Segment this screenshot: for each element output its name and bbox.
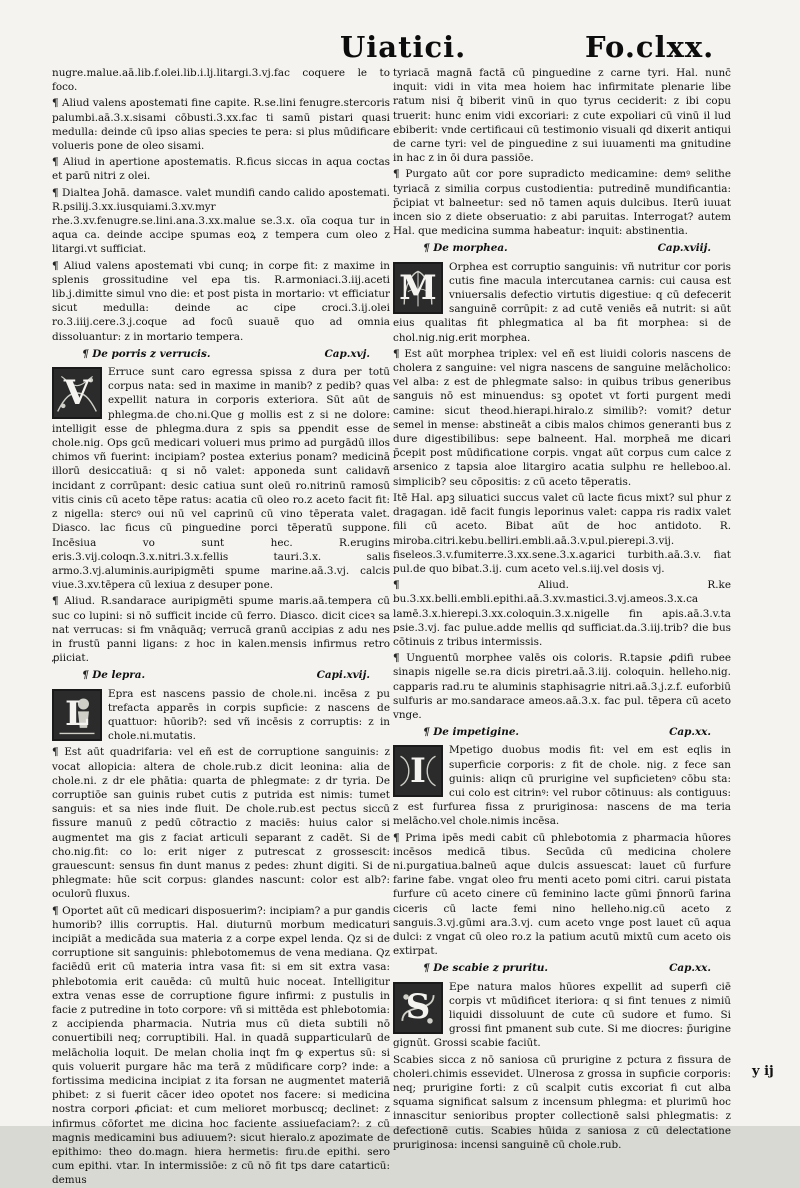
chapter-body xyxy=(393,743,731,830)
chapter-title xyxy=(52,347,210,361)
chapter-title-text: De lepra. xyxy=(92,669,146,682)
chapter-number: Cap.xviij. xyxy=(657,242,711,255)
paragraph-text: nugre.malue.aā.lib.f.olei.lib.i.lj.litargi.3.vj.fac coquere le to foco. xyxy=(52,67,390,94)
paragraph xyxy=(52,594,390,665)
drop-cap-letter: S xyxy=(405,987,431,1028)
running-head-right-folio: Fo.clxx. xyxy=(585,30,715,64)
paragraph-text: Est aūt quadrifaria: vel eñ est de corruptione sanguinis: z vocat allopicia: altera de chole.rub.z dicit leonina: alia de chole.ni. z dr ele phātia: quarta de phlegmate: z dr tyria. De corruptiōe san guinis rubet cutis z putrida est nimis: tumet sanguis: et sa nies inde fluit. De chole.rub.est pectus siccū fissure manuū z pedū cōtractio z maciēs: huius calor si augmentet ma gis z faciat articuli separant z cadēt. Si de cho.nig.fit: co lo: erit niger z putrescat z grossescit: grauescunt: sensus fin dunt manus z pedes: zhunt digiti. Si de phlegmate: hūe scit corpus: glandes nascunt: color est alb?: oculorū fluxus. xyxy=(52,746,391,901)
drop-cap-letter: V xyxy=(63,372,91,413)
pilcrow-icon: ¶ xyxy=(82,347,89,360)
running-head-left: Uiatici. xyxy=(340,30,467,64)
chapter-title-text: De porris z verrucis. xyxy=(92,347,211,360)
paragraph-text: Aliud. R.ke bu.3.xx.belli.embli.epithi.aā.3.xv.mastici.3.vj.ameos.3.x.ca lamē.3.x.hierepi.3.xx.coloquin.3.x.nigelle fin apis.aā.3.v.ta psie.3.vj. fac pulue.adde mellis qd sufficiat.da.3.iij.trib? die bus cōtinuis z tribus intermissis. xyxy=(393,579,731,648)
chapter-heading xyxy=(52,668,390,682)
pilcrow-icon: ¶ xyxy=(393,347,400,360)
chapter-body xyxy=(52,365,390,594)
pilcrow-icon: ¶ xyxy=(423,242,430,255)
paragraph xyxy=(52,66,390,94)
running-head xyxy=(0,30,800,70)
paragraph-text: tyriacā magnā factā cū pinguedine z carne tyri. Hal. nunc̄ inquit: vidi in vita mea hoiem hac infirmitate plenarie libe ratum nisi q̄ biberit vinū in quo tyrus ceciderit: z ibi copu truerit: hunc enim vidi excoriari: z cute expoliari cū vinū il lud ebiberit: vnde certificaui cū testimonio visuali qd dixerit antiqui de carne tyri: vel de pinguedine z sui iuuamenti ma gnitudine in hac z in ōi dura passiōe. xyxy=(393,67,731,165)
pilcrow-icon: ¶ xyxy=(52,186,59,199)
chapter-title xyxy=(52,668,145,682)
chapter-number: Cap.xvj. xyxy=(324,347,370,360)
pilcrow-icon: ¶ xyxy=(82,669,89,682)
paragraph xyxy=(393,743,731,828)
paragraph-text: Epra est nascens passio de chole.ni. incēsa z pu trefacta apparēs in corpis supficie: z nascens de quattuor: hūorib?: sed vñ incēsis z corruptis: z in chole.ni.mutatis. xyxy=(108,687,390,743)
pilcrow-icon: ¶ xyxy=(393,652,400,665)
chapter-heading xyxy=(393,241,731,255)
paragraph xyxy=(52,904,390,1188)
signature-mark: y ij xyxy=(752,1064,774,1079)
paragraph-text: Diasco. lac ficus cū pinguedine porci tēperatū suppone. Incēsiua vo sunt hec. R.erugins eris.3.vij.coloqn.3.x.nitri.3.x.fellis tauri.3.x. salis armo.3.vj.aluminis.auripigmēti spume marine.aā.3.vj. calcis viue.3.xv.tēpera cū lexiua z desuper pone. xyxy=(52,522,390,592)
paragraph xyxy=(393,167,731,238)
paragraph xyxy=(393,491,731,576)
paragraph-text: Unguentū morphee valēs ois coloris. R.tapsie ꝓdifi rubee sinapis nigelle se.ra dicis piretri.aā.3.iij. coloquin. helleho.nig. capparis rad.ru te aluminis staphisagrie nitri.aā.3.j.z.f. euforbiū sulfuris ar mo.sandarace ameos.aā.3.x. fac pul. tēpera cū aceto vnge. xyxy=(393,652,731,721)
paragraph xyxy=(393,347,731,489)
paragraph-text: Aliud valens apostemati fine capite. R.se.lini fenugre.stercoris palumbi.aā.3.x.sisami cōbusti.3.xx.fac ti samū pistari quasi medulla: deinde cū ipso alias species te pera: si plus mūdificare volueris pone de oleo sisami. xyxy=(52,97,390,153)
paragraph-text: Erruce sunt caro egressa spissa z dura per totū corpus nata: sed in maxime in manib? z pedib? quas expellit natura in corporis exteriora. Sūt aūt de phlegma.de cho.ni.Que g mollis est z si ne dolore: intelligit esse de phlegma.dura z spis sa ꝑpendit esse de chole.nig. Ops gcū medicari volueri mus primo ad purgādū illos chimos vñ fuerint: incipiam? postea exterius ponam? medicinā illorū desiccatiuā: q si nō valet: apponeda sunt calidavñ incidant z corrūpant: desic catiua sunt oleū ro.nitrinū ramosū vitis cinis cū aceto tēpe ratus: acatia cū oleo ro.z aceto facit fit: z nigella: stercꝰ oui nū vel caprinū cū vino tēperata valet. xyxy=(52,366,390,521)
paragraph-text: Itē Hal. apꝫ siluatici succus valet cū lacte ficus mixt? sul phur z dragagan. idē facit fungis leporinus valet: cappa ris radix valet fili cū aceto. Bibat aūt de hoc antidoto. R. miroba.citri.kebu.belliri.embli.aā.3.v.pul.pierepi.3.vij. fiseleos.3.v.fumiterre.3.xx.sene.3.x.agarici turbith.aā.3.v. fiat pul.de quo bibat.3.ij. cum aceto vel.s.iij.vel dosis vj. xyxy=(393,491,731,575)
paragraph-text: Est aūt morphea triplex: vel eñ est liuidi coloris nascens de cholera z sanguine: vel nigra nascens de sanguine melācholico: vel alba: z est de phlegmate salso: in quibus tribus generibus sanguis nō est minuendus: sꝫ opotet vt forti purgent medi camine: sicut theod.hierapi.hiralo.z similib?: vomit? detur semel in mense: abstineāt a cibis malos chimos generanti bus z dure digestibilibus: sepe balneent. Hal. morpheā me dicari p̄cepit post mūdificatione corpis. vngat aūt corpus cum calce z arsenico z tapsia aloe litargiro acatia sulphu re helleboo.al. simplicib? seu cōpositis: z cū aceto tēperatis. xyxy=(393,347,731,488)
paragraph xyxy=(393,66,731,165)
chapter-body xyxy=(52,687,390,746)
paragraph xyxy=(393,980,731,1051)
pilcrow-icon: ¶ xyxy=(393,579,400,592)
paragraph-text: Aliud in apertione apostematis. R.ficus siccas in aqua coctas et parū nitri z olei. xyxy=(52,156,390,183)
paragraph xyxy=(52,365,390,592)
pilcrow-icon: ¶ xyxy=(52,259,59,272)
pilcrow-icon: ¶ xyxy=(52,595,59,608)
chapter-title xyxy=(393,961,548,975)
pilcrow-icon: ¶ xyxy=(393,168,400,181)
drop-cap-letter: M xyxy=(399,267,437,308)
paragraph xyxy=(52,745,390,901)
paragraph xyxy=(52,96,390,153)
paragraph-text: Aliud. R.sandarace auripigmēti spume maris.aā.tempera cū suc co lupini: si nō sufficit incide cū ferro. Diasco. dicit ciceꝛ sa nat verrucas: si fm vnāquāq; verrucā granū accipias z adu nes in frustū panni ligans: z hoc in kalen.mensis infirmus retro ꝓiiciat. xyxy=(52,595,390,665)
chapter-title xyxy=(393,725,519,739)
paragraph-text: Orphea est corruptio sanguinis: vñ nutritur cor poris cutis fine macula intercutanea carnis: cui causa est vniuersalis defectio virtutis digestiue: q cū defecerit sanguinē corrūpit: z ad cutē veniēs eā nutrit: si aūt eius qualitas fit phlegmatica al ba fit morphea: si de chol.nig.nig.erit morphea. xyxy=(393,260,731,344)
paragraph-text: Scabies sicca z nō saniosa cū prurigine z pctura z fissura de choleri.chimis essevidet. Ulnerosa z grossa in supficie corporis: neq; prurigine forti: z cū scalpit cutis excoriat fi cut alba squama significat salsum z incensum phlegma: et plurimū hoc innascitur senioribus propter collectionē salsi phlegmatis: z defectionē cutis. Scabies hūida z saniosa z cū delectatione pruriginosa: incensi sanguinē cū chole.rub. xyxy=(393,1053,731,1151)
paragraph xyxy=(393,651,731,722)
paragraph-text: Mpetigo duobus modis fit: vel em est eqlis in superficie corporis: z fit de chole. nig. z fece san guinis: aliqn cū prurigine vel supficietenꝰ cōbu sta: cui colo est citrinꝰ: vel rubor cōtinuus: als contiguus: z est furfurea fissa z pruriginosa: nascens de ma teria melācho.vel chole.nimis incēsa. xyxy=(393,744,731,828)
decorated-initial xyxy=(52,367,102,419)
decorated-initial xyxy=(52,689,102,741)
chapter-body xyxy=(393,980,731,1053)
chapter-number: Capi.xvij. xyxy=(316,669,370,682)
pilcrow-icon: ¶ xyxy=(52,97,59,110)
decorated-initial xyxy=(393,745,443,797)
paragraph xyxy=(52,186,390,257)
pilcrow-icon: ¶ xyxy=(52,156,59,169)
chapter-body xyxy=(393,260,731,347)
pilcrow-icon: ¶ xyxy=(393,831,400,844)
chapter-title xyxy=(393,241,508,255)
pilcrow-icon: ¶ xyxy=(423,726,430,739)
decorated-initial xyxy=(393,262,443,314)
paragraph-text: Oportet aūt cū medicari disposuerim?: incipiam? a pur gandis humorib? illis corruptis. Hal. diuturnū morbum medicaturi incipiāt a medicāda sua materia z a corpe expel lenda. Qz si de corruptione sit sanguinis: phlebotomemus de vena mediana. Qz faciēdū erit cū materia intra vasa fit: si em sit extra vasa: phlebotomia erit cauēda: cū multū huic noceat. Intelligitur extra venas esse de corruptione figure infirmi: z pustulis in facie z putredine in toto corpore: vñ si mittēda est phlebotomia: z accipienda pharmacia. Nutria mus cū dieta subtili nō conuertibili neq; corruptibili. Hal. in quadā suꝑparticularū de melācholia loquit. De melan cholia inqt fm ꝙ expertus sū: si quis voluerit purgare hāc ma terā z mūdificare corp? inde: a fortissima medicina incipiat z ita forsan ne augmentet materiā phibet: z si fuerit cācer ideo opotet nos facere: si medicina nostra corpori ꝓficiat: et cum melioret morbuscq; declinet: z infirmus cōfortet me dicina hoc faciente assiuefaciam?: z cū magnis medicamini bus adiuuem?: sicut hieralo.z apozimate de epithimo: theo do.magn. hiera hermetis: firu.de epithi. sero cum epithi. vtar. In intermissiōe: z cū nō fit tps dare catarticū: demus xyxy=(52,904,390,1187)
chapter-title-text: De morphea. xyxy=(433,242,508,255)
paragraph xyxy=(393,831,731,959)
decorated-initial xyxy=(393,982,443,1034)
chapter-heading xyxy=(52,347,390,361)
drop-cap-letter: I xyxy=(410,751,426,792)
chapter-title-text: De scabie z pruritu. xyxy=(433,962,549,975)
paragraph xyxy=(52,259,390,344)
paragraph-text: Epe natura malos hūores expellit ad superfi ciē corpis vt mūdificet iteriora: q si fint tenues z nimiū liquidi dissoluunt de cute cū sudore et fumo. Si grossi fint pmanent sub cute. Si me diocres: p̄urigine gignūt. Grossi scabie faciūt. xyxy=(393,980,731,1050)
paragraph-text: Purgato aūt cor pore supradicto medicamine: demꝰ selithe tyriacā z similia corpus custodientia: putredinē mundificantia: p̄cipiat vt balneetur: sed nō tamen aquis dulcibus. Iterū iuuat incen sio z diete obseruatio: z abi paruitas. Interrogat? autem Hal. que medicina summa habeatur: inquit: abstinentia. xyxy=(393,168,731,238)
chapter-heading xyxy=(393,725,731,739)
paragraph xyxy=(52,687,390,744)
chapter-heading xyxy=(393,961,731,975)
paragraph xyxy=(393,260,731,345)
pilcrow-icon: ¶ xyxy=(423,962,430,975)
drop-cap-letter: L xyxy=(65,694,89,735)
pilcrow-icon: ¶ xyxy=(52,746,59,759)
chapter-number: Cap.xx. xyxy=(669,962,711,975)
paragraph xyxy=(393,1053,731,1152)
paragraph xyxy=(393,578,731,649)
chapter-title-text: De impetigine. xyxy=(433,726,520,739)
paragraph-text: Aliud valens apostemati vbi cunq; in corpe fit: z maxime in splenis grossitudine vel epa tis. R.armoniaci.3.iij.aceti lib.j.dimitte simul vno die: et post pista in mortario: vt efficiatur sicut medulla: deinde ac cipe croci.3.ij.olei ro.3.iiij.cere.3.j.coque ad focū suauē quo ad omnia dissoluantur: z in mortario tempera. xyxy=(52,259,390,343)
chapter-number: Cap.xx. xyxy=(669,726,711,739)
left-column xyxy=(52,66,391,1187)
paragraph-text: Prima ipēs medi cabit cū phlebotomia z pharmacia hūores incēsos medicā tibus. Secūda cū medicina cholere ni.purgatiua.balneū aque dulcis assuescat: lauet cū furfure farine fabe. vngat oleo fru menti aceto pomi citri. carui pistata furfure cū aceto cinere cū feminino lacte gūmi p̄nnorū farina ciceris cū lacte femi nino helleho.nig.cū aceto z sanguis.3.vj.gūmi ara.3.vj. cum aceto vnge post lauet cū aqua dulci: z vngat cū oleo ro.z la patium acutū mixtū cum aceto ois extirpat. xyxy=(393,831,731,958)
pilcrow-icon: ¶ xyxy=(52,904,59,917)
paragraph xyxy=(52,155,390,183)
paragraph-text: Dialtea Johā. damasce. valet mundifi cando calido apostemati. R.psilij.3.xx.iusquiami.3.xv.myr rhe.3.xv.fenugre.se.lini.ana.3.xx.malue se.3.x. oīa coqua tur in aqua ca. deinde accipe spumas eoꝝ z tempera cum oleo z litargi.vt sufficiat. xyxy=(52,186,390,256)
right-column xyxy=(393,66,731,1151)
